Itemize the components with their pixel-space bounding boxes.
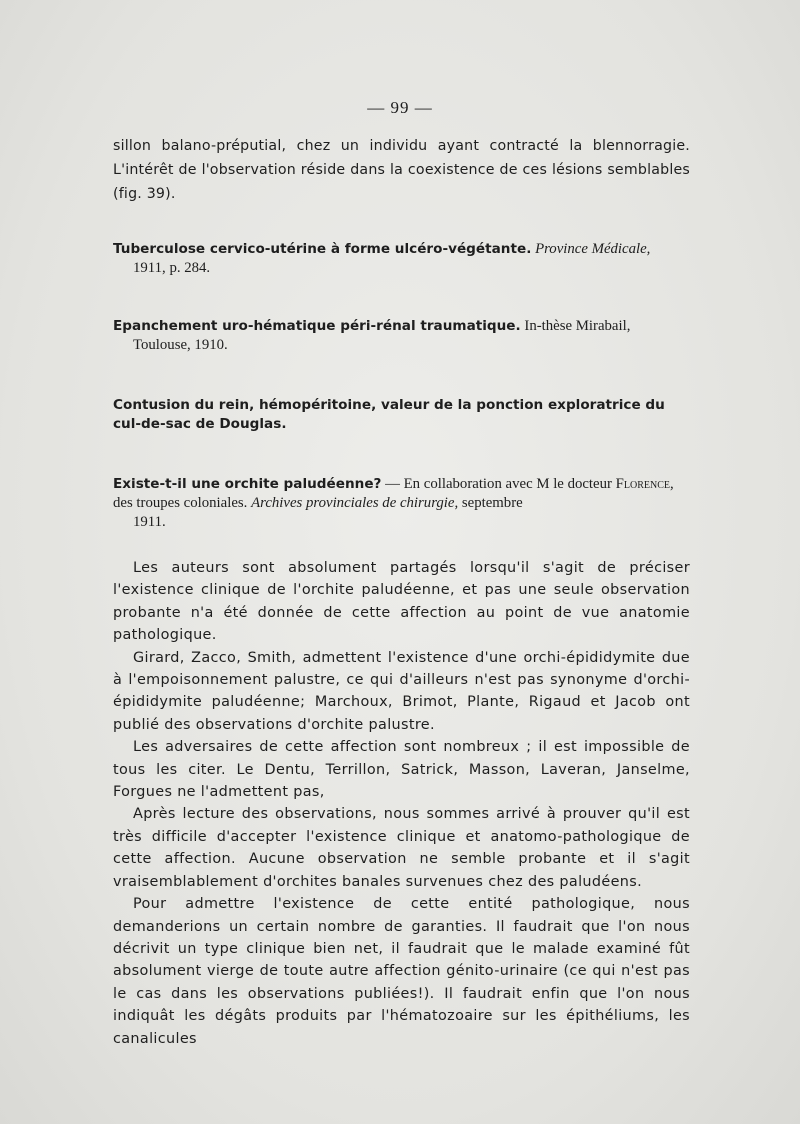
reference-continuation: 1911, p. 284. [133,260,211,276]
reference-journal: Archives provinciales de chirurgie, [251,495,459,511]
reference-title: Tuberculose cervico-utérine à forme ulcéro-végétante. [113,241,532,257]
body-text [113,557,690,1050]
reference-continuation: 1911. [133,514,166,530]
paragraph: Après lecture des observations, nous sommes arrivé à prouver qu'il est très difficile d'accepter l'existence clinique et anatomo-pathologique de cette affection. Aucune observation ne semble probante et il s'agit vraisemblablement d'orchites banales survenues chez des paludéens. [113,806,690,890]
paragraph: Les auteurs sont absolument partagés lorsqu'il s'agit de préciser l'existence clinique de l'orchite paludéenne, et pas une seule observation probante n'a été donnée de cette affection au point de vue anatomie pathologique. [113,560,690,644]
reference-source: In-thèse Mirabail, [524,318,631,334]
reference-date: septembre [461,495,523,511]
reference-author: Florence, [615,476,674,492]
paragraph: Girard, Zacco, Smith, admettent l'existence d'une orchi-épididymite due à l'empoisonnement palustre, ce qui d'ailleurs n'est pas synonyme d'orchi-épididymite paludéenne; Marchoux, Brimot, Plante, Rigaud et Jacob ont publié des observations d'orchite palustre. [113,649,690,733]
page-number: — 99 — [367,98,433,117]
intro-text: sillon balano-préputial, chez un individu ayant contracté la blennorragie. L'intérêt de l'observation réside dans la coexistence de ces lésions semblables (fig. 39). [113,138,690,202]
paragraph: Pour admettre l'existence de cette entité pathologique, nous demanderions un certain nombre de garanties. Il faudrait que l'on nous décrivit un type clinique bien net, il faudrait que le malade examiné fût absolument vierge de toute autre affection génito-urinaire (ce qui n'est pas le cas dans les observations publiées!). Il faudrait enfin que l'on nous indiquât les dégâts produits par l'hématozoaire sur les épithéliums, les canalicules [113,896,690,1047]
reference-4 [113,475,690,532]
reference-source: — En collaboration avec M le docteur [385,476,612,492]
reference-title: Epanchement uro-hématique péri-rénal traumatique. [113,318,521,334]
reference-3 [113,396,690,434]
reference-2 [113,317,690,355]
reference-source-detail: des troupes coloniales. [113,495,248,511]
reference-1 [113,240,690,278]
intro-paragraph [113,134,690,206]
reference-title: Contusion du rein, hémopéritoine, valeur de la ponction exploratrice du cul-de-sac de Douglas. [113,397,665,432]
reference-title: Existe-t-il une orchite paludéenne? [113,476,382,492]
paragraph: Les adversaires de cette affection sont nombreux ; il est impossible de tous les citer. Le Dentu, Terrillon, Satrick, Masson, Laveran, Janselme, Forgues ne l'admettent pas, [113,739,690,801]
reference-continuation: Toulouse, 1910. [133,337,228,353]
reference-source: Province Médicale, [535,241,651,257]
